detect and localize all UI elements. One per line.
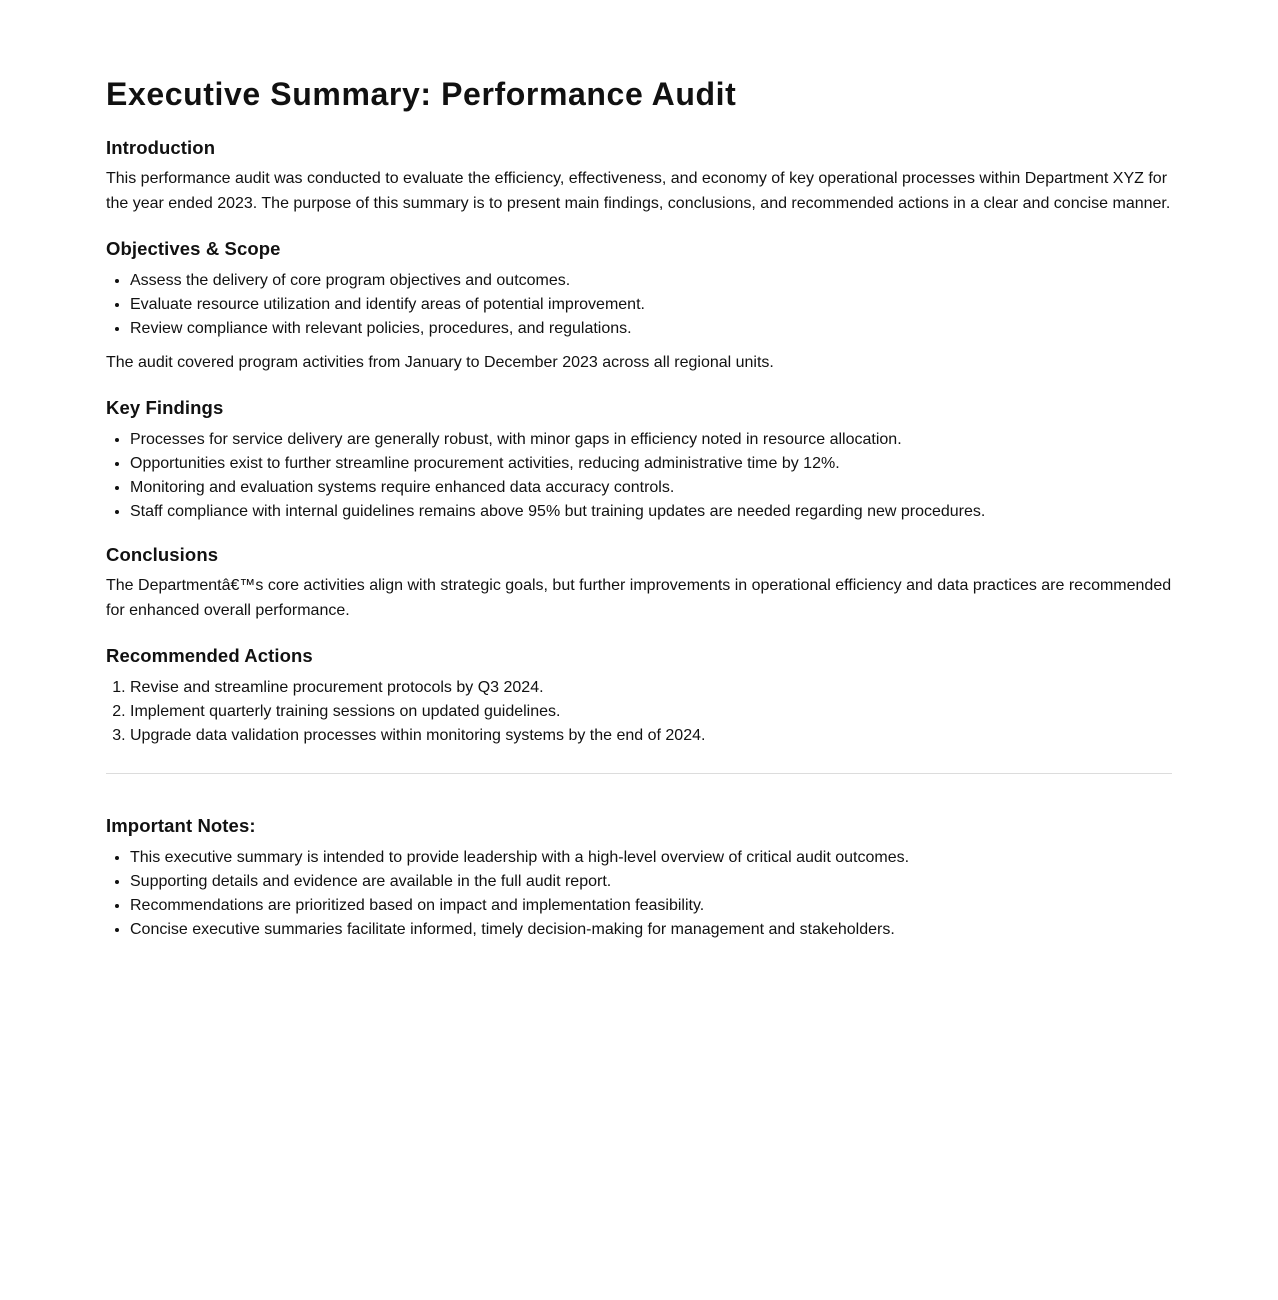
conclusions-text: The Departmentâ€™s core activities align with strategic goals, but further improvements in operational efficiency and data practices are recommended for enhanced overall performance. xyxy=(106,577,1172,619)
objectives-section xyxy=(106,237,1172,375)
list-item: • Concise executive summaries facilitate informed, timely decision-making for management and stakeholders. xyxy=(130,918,1172,942)
notes-section xyxy=(106,814,1172,942)
conclusions-heading: Conclusions xyxy=(106,544,219,565)
scope-text: The audit covered program activities from January to December 2023 across all regional units. xyxy=(106,354,774,371)
document xyxy=(106,0,1172,942)
findings-list xyxy=(106,428,1172,524)
recommendations-list xyxy=(106,676,1172,748)
list-item: • Evaluate resource utilization and identify areas of potential improvement. xyxy=(130,293,1172,317)
list-item: • Review compliance with relevant policies, procedures, and regulations. xyxy=(130,317,1172,341)
section-divider xyxy=(106,773,1172,774)
notes-heading: Important Notes: xyxy=(106,815,256,836)
introduction-section xyxy=(106,136,1172,216)
list-item: • Monitoring and evaluation systems require enhanced data accuracy controls. xyxy=(130,476,1172,500)
introduction-text: This performance audit was conducted to evaluate the efficiency, effectiveness, and economy of key operational processes within Department XYZ for the year ended 2023. The purpose of this summary is to present main findings, conclusions, and recommended actions in a clear and concise manner. xyxy=(106,170,1171,212)
list-item: • Staff compliance with internal guidelines remains above 95% but training updates are needed regarding new procedures. xyxy=(130,500,1172,524)
recommendations-section xyxy=(106,644,1172,748)
list-item: 2. Implement quarterly training sessions on updated guidelines. xyxy=(130,700,1172,724)
list-item: • This executive summary is intended to provide leadership with a high-level overview of critical audit outcomes. xyxy=(130,846,1172,870)
list-item: 3. Upgrade data validation processes within monitoring systems by the end of 2024. xyxy=(130,724,1172,748)
page-title: Executive Summary: Performance Audit xyxy=(106,76,737,112)
list-item: • Assess the delivery of core program objectives and outcomes. xyxy=(130,269,1172,293)
findings-section xyxy=(106,396,1172,524)
objectives-heading: Objectives & Scope xyxy=(106,238,281,259)
list-item: • Processes for service delivery are generally robust, with minor gaps in efficiency noted in resource allocation. xyxy=(130,428,1172,452)
list-item: 1. Revise and streamline procurement protocols by Q3 2024. xyxy=(130,676,1172,700)
list-item: • Opportunities exist to further streamline procurement activities, reducing administrative time by 12%. xyxy=(130,452,1172,476)
introduction-heading: Introduction xyxy=(106,137,216,158)
findings-heading: Key Findings xyxy=(106,397,224,418)
objectives-list xyxy=(106,269,1172,341)
list-item: • Recommendations are prioritized based on impact and implementation feasibility. xyxy=(130,894,1172,918)
notes-list xyxy=(106,846,1172,942)
list-item: • Supporting details and evidence are available in the full audit report. xyxy=(130,870,1172,894)
conclusions-section xyxy=(106,543,1172,623)
recommendations-heading: Recommended Actions xyxy=(106,645,313,666)
